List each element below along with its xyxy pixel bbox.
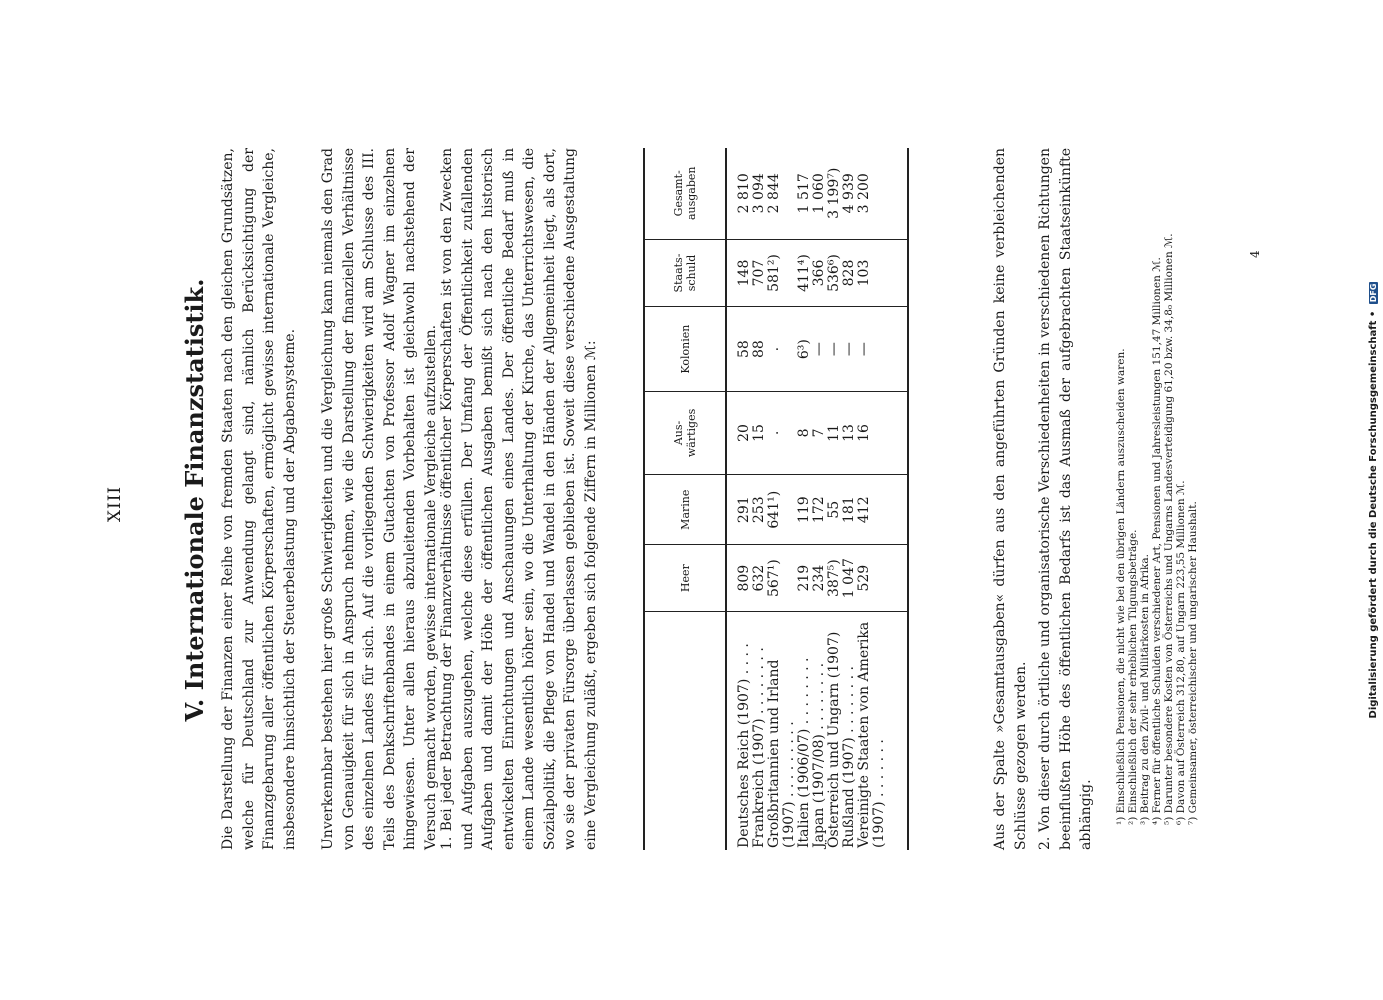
table-cell: 181 xyxy=(842,475,857,545)
table-header-country xyxy=(644,612,726,851)
table-cell: 1 060 xyxy=(812,148,827,239)
table-cell: . xyxy=(767,307,797,391)
table-cell: 1 047 xyxy=(842,545,857,612)
table-row xyxy=(797,148,812,850)
table-cell: 119 xyxy=(797,475,812,545)
table-row xyxy=(726,148,752,850)
table-cell: 6³) xyxy=(797,307,812,391)
table-row xyxy=(857,148,908,850)
table-header-auswaertiges: Aus- wärtiges xyxy=(644,391,726,474)
table-cell: 58 xyxy=(726,307,752,391)
footnotes xyxy=(1115,145,1199,825)
table-cell: 366 xyxy=(812,239,827,307)
table-row xyxy=(842,148,857,850)
table-cell: 632 xyxy=(752,545,767,612)
table-cell: 148 xyxy=(726,239,752,307)
table-cell-country: Vereinigte Staaten von Amerika (1907) . . . . . . . xyxy=(857,612,908,851)
table-cell: 253 xyxy=(752,475,767,545)
table-cell: 103 xyxy=(857,239,908,307)
table-cell-country: Italien (1906/07) . . . . . . . . xyxy=(796,657,812,848)
table-cell: 13 xyxy=(842,391,857,474)
footnote: ⁵) Darunter besondere Kosten von Österreichs und Ungarns Landesverteidigung 61,20 bzw. 34,8₀ Millionen ℳ. xyxy=(1163,233,1175,825)
table-cell: 219 xyxy=(797,545,812,612)
table-cell: — xyxy=(812,307,827,391)
table-cell: 172 xyxy=(812,475,827,545)
table-cell-country: Japan (1907/08) . . . . . . . . xyxy=(811,662,827,848)
paragraph-intro xyxy=(218,148,300,850)
table-row xyxy=(767,148,797,850)
table-cell: 20 xyxy=(726,391,752,474)
table-cell: — xyxy=(827,307,842,391)
table-cell: 707 xyxy=(752,239,767,307)
table-cell: 15 xyxy=(752,391,767,474)
expenditure-table xyxy=(643,148,909,850)
table-cell: 3 200 xyxy=(857,148,908,239)
table-header-staatsschuld: Staats- schuld xyxy=(644,239,726,307)
table-cell: 567¹) xyxy=(767,545,797,612)
paragraph-text: 2. Von dieser durch örtliche und organisatorische Verschiedenheiten in verschiedenen Richtungen beeinflußten Höhe des öffentlichen Bedarfs ist das Ausmaß der aufgebrachten Staatseinkünfte abhängig. xyxy=(1037,148,1094,850)
paragraph-public-tasks xyxy=(437,148,601,850)
table-header-row xyxy=(644,148,726,850)
table-cell: 2 844 xyxy=(767,148,797,239)
table-cell: 809 xyxy=(726,545,752,612)
footnote: ¹) Einschließlich Pensionen, die nicht wie bei den übrigen Ländern auszuscheiden waren. xyxy=(1115,348,1127,825)
digitization-credit-text: Digitalisierung gefördert durch die Deutsche Forschungsgemeinschaft • xyxy=(1368,310,1379,719)
table-cell-country: Frankreich (1907) . . . . . . . . xyxy=(751,647,767,848)
table-cell-country: Großbritannien und Irland (1907) . . . . . . . . . xyxy=(766,659,797,848)
page-number: 4 xyxy=(1248,250,1262,258)
table-header-heer: Heer xyxy=(644,545,726,612)
table-cell: . xyxy=(767,391,797,474)
paragraph-difficulties xyxy=(318,148,441,850)
table-row xyxy=(752,148,767,850)
footnote: ³) Beitrag zu den Zivil- und Militärkosten in Afrika. xyxy=(1139,554,1151,825)
roman-page-number: XIII xyxy=(105,485,125,523)
footnote: ⁶) Davon auf Österreich 312,80, auf Ungarn 223,55 Millionen ℳ. xyxy=(1175,480,1187,825)
table-cell: 529 xyxy=(857,545,908,612)
table-cell-country: Österreich und Ungarn (1907) xyxy=(826,631,842,848)
table-header-gesamtausgaben: Gesamt- ausgaben xyxy=(644,148,726,239)
table-cell: 3 094 xyxy=(752,148,767,239)
table-cell: 55 xyxy=(827,475,842,545)
table-cell: 641¹) xyxy=(767,475,797,545)
table-cell: 411⁴) xyxy=(797,239,812,307)
table-cell: 8 xyxy=(797,391,812,474)
table-cell: 387⁵) xyxy=(827,545,842,612)
footnote: ⁴) Ferner für öffentliche Schulden verschiedener Art, Pensionen und Jahresleistungen 151,47 Millionen ℳ. xyxy=(1151,257,1163,825)
table-cell-country: Deutsches Reich (1907) . . . . xyxy=(736,643,752,848)
table-cell: 3 199⁷) xyxy=(827,148,842,239)
table-cell-country: Rußland (1907) . . . . . . . . xyxy=(841,666,857,848)
table-cell: 11 xyxy=(827,391,842,474)
table-cell: 536⁶) xyxy=(827,239,842,307)
table-cell: 4 939 xyxy=(842,148,857,239)
table-cell: 88 xyxy=(752,307,767,391)
paragraph-total-expenditure-note xyxy=(990,148,1031,850)
paragraph-text: Unverkennbar bestehen hier große Schwierigkeiten und die Vergleichung kann niemals den Grad von Genauigkeit für sich in Anspruch nehmen, wie die Darstellung der finanziellen Verhältnisse des einzelnen Landes für sich. Auf die vorliegenden Schwierigkeiten wird am Schlusse des III. Teils des Denkschriftenbandes in einem Gutachten von Professor Adolf Wagner im einzelnen hingewiesen. Unter allen hieraus abzuleitenden Vorbehalten ist gleichwohl nachstehend der Versuch gemacht worden, gewisse internationale Vergleiche aufzustellen. xyxy=(320,148,439,850)
table-row xyxy=(827,148,842,850)
paragraph-revenue xyxy=(1035,148,1097,850)
paragraph-text: Die Darstellung der Finanzen einer Reihe von fremden Staaten nach den gleichen Grundsätzen, welche für Deutschland zur Anwendung gelangt sind, nämlich Berücksichtigung der Finanzgebarung aller öffentlichen Körperschaften, ermöglicht gewisse internationale Vergleiche, insbesondere hinsichtlich der Steuerbelastung und der Abgabensysteme. xyxy=(220,148,298,850)
table-cell: — xyxy=(857,307,908,391)
table-cell: 1 517 xyxy=(797,148,812,239)
table-header-marine: Marine xyxy=(644,475,726,545)
section-title: V. Internationale Finanzstatistik. xyxy=(180,278,209,722)
paragraph-text: Aus der Spalte »Gesamtausgaben« dürfen aus den angeführten Gründen keine verbleichenden Schlüsse gezogen werden. xyxy=(992,148,1029,850)
table-cell: 412 xyxy=(857,475,908,545)
table-cell: 7 xyxy=(812,391,827,474)
table-header-kolonien: Kolonien xyxy=(644,307,726,391)
table-cell: 2 810 xyxy=(726,148,752,239)
paragraph-text: 1. Bei jeder Betrachtung der Finanzverhältnisse öffentlicher Körperschaften ist von den Zwecken und Aufgaben auszugehen, welche diese erfüllen. Der Umfang der Öffentlichkeit zufallenden Aufgaben und damit der Höhe der öffentlichen Ausgaben bemißt sich nach den historisch entwickelten Einrichtungen und Anschauungen eines Landes. Der öffentliche Bedarf muß in einem Lande wesentlich höher sein, wo die Unterhaltung der Kirche, das Unterrichtswesen, die Sozialpolitik, die Pflege von Handel und Wandel in den Händen der Allgemeinheit liegt, als dort, wo sie der privaten Fürsorge überlassen geblieben ist. Soweit diese verschiedene Ausgestaltung eine Vergleichung zuläßt, ergeben sich folgende Ziffern in Millionen ℳ: xyxy=(439,148,599,850)
table-cell: 581²) xyxy=(767,239,797,307)
table-cell: — xyxy=(842,307,857,391)
table-cell: 16 xyxy=(857,391,908,474)
table-cell: 234 xyxy=(812,545,827,612)
table-cell: 828 xyxy=(842,239,857,307)
footnote: ²) Einschließlich der sehr erheblichen Tilgungsbeträge. xyxy=(1127,529,1139,825)
dfg-logo: DFG xyxy=(1369,283,1378,303)
footnote: ⁷) Gemeinsamer, österreichischer und ungarischer Haushalt. xyxy=(1187,501,1199,825)
table-cell: 291 xyxy=(726,475,752,545)
digitization-credit xyxy=(1368,100,1379,900)
table-row xyxy=(812,148,827,850)
